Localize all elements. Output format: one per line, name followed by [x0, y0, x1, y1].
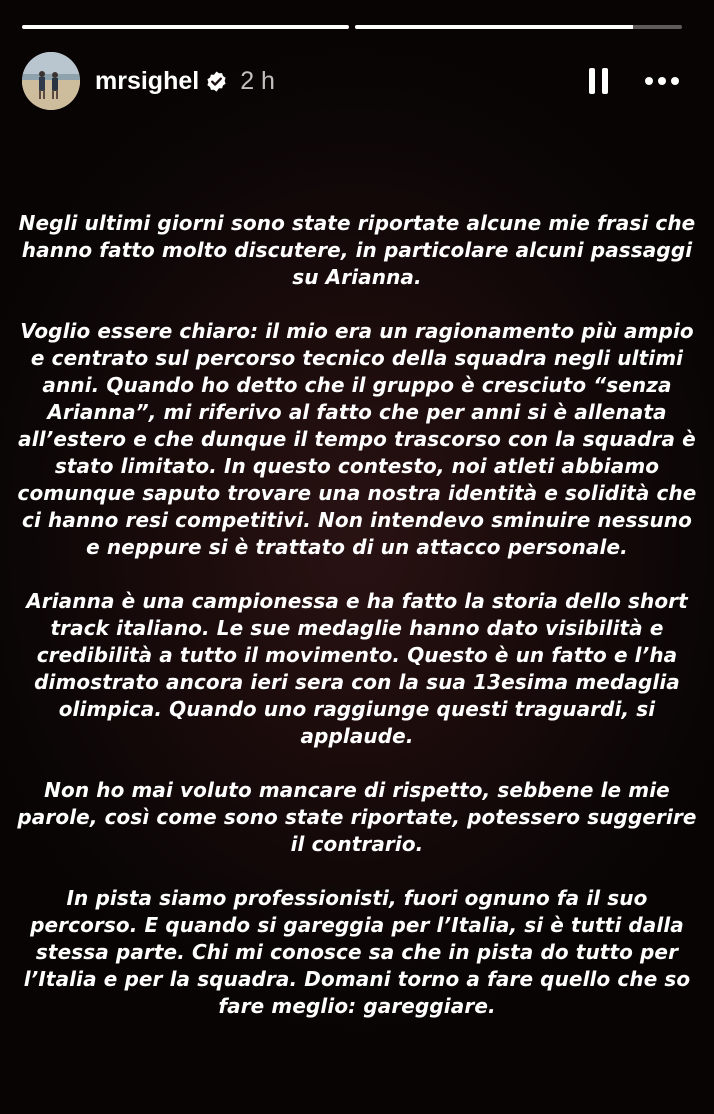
progress-fill-1	[22, 25, 349, 29]
username[interactable]: mrsighel	[95, 66, 200, 95]
story-progress	[22, 25, 682, 29]
progress-segment-2	[355, 25, 682, 29]
story-text	[12, 210, 702, 1047]
paragraph-1: Negli ultimi giorni sono state riportate alcune mie frasi che hanno fatto molto discutere, in particolare alcuni passaggi su Arianna.	[18, 211, 696, 289]
progress-fill-2	[355, 25, 633, 29]
more-options-icon[interactable]	[642, 63, 682, 99]
paragraph-4: Non ho mai voluto mancare di rispetto, sebbene le mie parole, così come sono state riportate, potessero suggerire il contrario.	[17, 778, 697, 856]
paragraph-3: Arianna è una campionessa e ha fatto la storia dello short track italiano. Le sue medaglie hanno dato visibilità e credibilità a tutto il movimento. Questo è un fatto e l’ha dimostrato ancora ieri sera con la sua 13esima medaglia olimpica. Quando uno raggiunge questi traguardi, si applaude.	[26, 589, 688, 748]
paragraph-5: In pista siamo professionisti, fuori ognuno fa il suo percorso. E quando si gareggia per l’Italia, si è tutti dalla stessa parte. Chi mi conosce sa che in pista do tutto per l’Italia e per la squadra. Domani torno a fare quello che so fare meglio: gareggiare.	[23, 886, 691, 1018]
paragraph-2: Voglio essere chiaro: il mio era un ragionamento più ampio e centrato sul percorso tecnico della squadra negli ultimi anni. Quando ho detto che il gruppo è cresciuto “senza Arianna”, mi riferivo al fatto che per anni si è allenata all’estero e che dunque il tempo trascorso con la squadra è stato limitato. In questo contesto, noi atleti abbiamo comunque saputo trovare una nostra identità e solidità che ci hanno resi competitivi. Non intendevo sminuire nessuno e neppure si è trattato di un attacco personale.	[17, 319, 697, 559]
progress-segment-1	[22, 25, 349, 29]
story-header	[22, 52, 682, 110]
post-time: 2 h	[240, 66, 275, 95]
avatar[interactable]	[22, 52, 80, 110]
verified-badge-icon	[205, 70, 228, 93]
pause-icon[interactable]	[580, 63, 616, 99]
